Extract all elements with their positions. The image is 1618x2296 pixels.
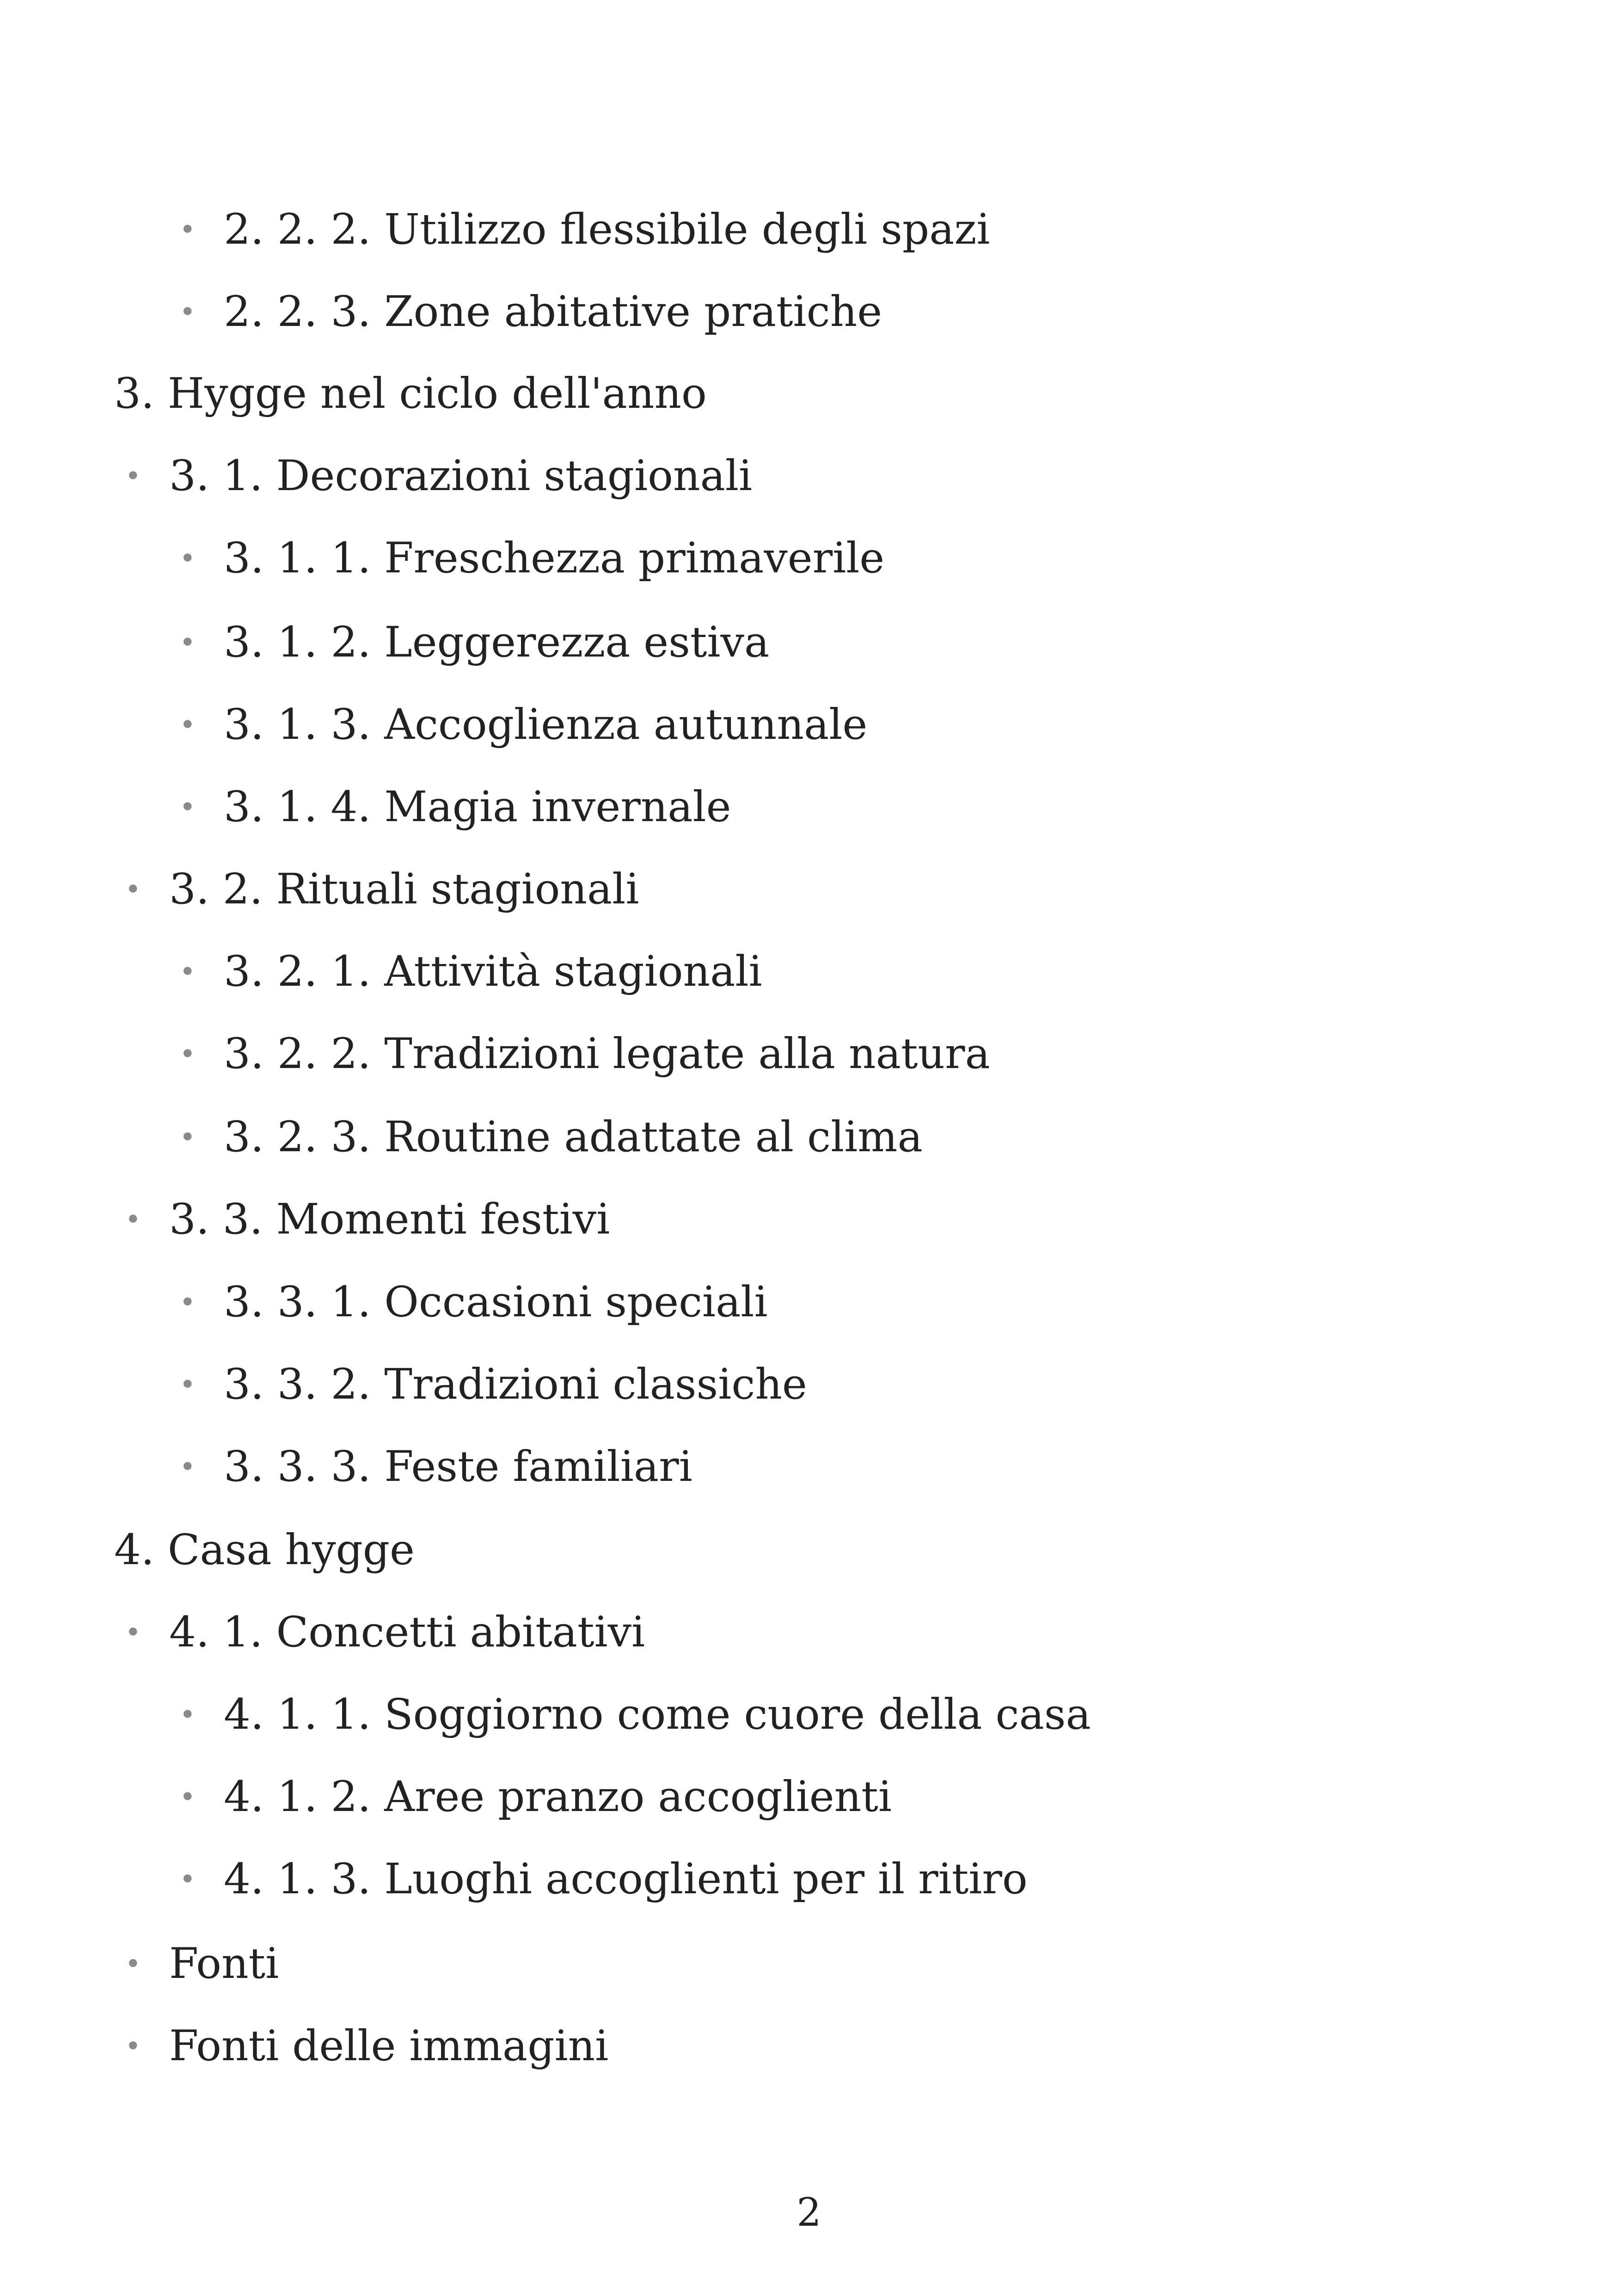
- bullet-icon: •: [179, 542, 196, 575]
- toc-chapter-label: 3. Hygge nel ciclo dell'anno: [114, 369, 707, 418]
- toc-entry-label: 4. 1. Concetti abitativi: [169, 1608, 645, 1657]
- bullet-icon: •: [179, 1038, 196, 1070]
- toc-chapter-label: 4. Casa hygge: [114, 1526, 415, 1574]
- toc-entry-label: 3. 1. 3. Accoglienza autunnale: [224, 700, 868, 749]
- bullet-icon: •: [179, 1699, 196, 1731]
- bullet-icon: •: [125, 1948, 141, 1980]
- bullet-icon: •: [179, 1121, 196, 1154]
- bullet-icon: •: [125, 1203, 141, 1236]
- bullet-icon: •: [179, 1863, 196, 1896]
- bullet-icon: •: [179, 791, 196, 823]
- page-number: 2: [797, 2190, 821, 2235]
- toc-entry-label: 3. 1. Decorazioni stagionali: [169, 452, 753, 500]
- bullet-icon: •: [179, 626, 196, 659]
- toc-entry-label: 3. 2. 2. Tradizioni legate alla natura: [224, 1030, 990, 1078]
- toc-entry-label: 3. 1. 4. Magia invernale: [224, 783, 731, 831]
- bullet-icon: •: [179, 709, 196, 741]
- toc-entry-label: 3. 2. 1. Attività stagionali: [224, 947, 762, 996]
- toc-entry-label: 2. 2. 2. Utilizzo flessibile degli spazi: [224, 205, 990, 254]
- toc-entry-label: 3. 3. 1. Occasioni speciali: [224, 1278, 768, 1326]
- bullet-icon: •: [179, 1451, 196, 1483]
- toc-entry-label: Fonti: [169, 1940, 279, 1988]
- bullet-icon: •: [179, 1286, 196, 1319]
- bullet-icon: •: [125, 1616, 141, 1649]
- toc-entry-label: 2. 2. 3. Zone abitative pratiche: [224, 288, 883, 336]
- bullet-icon: •: [125, 460, 141, 492]
- bullet-icon: •: [125, 873, 141, 906]
- bullet-icon: •: [179, 296, 196, 328]
- toc-entry-label: 3. 1. 1. Freschezza primaverile: [224, 534, 885, 583]
- toc-entry-label: 4. 1. 1. Soggiorno come cuore della casa: [224, 1690, 1091, 1739]
- toc-entry-label: 3. 3. 2. Tradizioni classiche: [224, 1360, 807, 1409]
- toc-entry-label: 3. 1. 2. Leggerezza estiva: [224, 618, 770, 667]
- toc-entry-label: 4. 1. 2. Aree pranzo accoglienti: [224, 1773, 892, 1821]
- toc-entry-label: 4. 1. 3. Luoghi accoglienti per il ritiro: [224, 1855, 1028, 1903]
- bullet-icon: •: [179, 214, 196, 246]
- bullet-icon: •: [179, 956, 196, 988]
- toc-entry-label: Fonti delle immagini: [169, 2022, 609, 2070]
- toc-entry-label: 3. 2. 3. Routine adattate al clima: [224, 1113, 923, 1161]
- toc-entry-label: 3. 3. 3. Feste familiari: [224, 1443, 693, 1491]
- bullet-icon: •: [179, 1369, 196, 1401]
- bullet-icon: •: [179, 1781, 196, 1813]
- toc-entry-label: 3. 2. Rituali stagionali: [169, 865, 639, 914]
- bullet-icon: •: [125, 2030, 141, 2063]
- toc-entry-label: 3. 3. Momenti festivi: [169, 1195, 610, 1244]
